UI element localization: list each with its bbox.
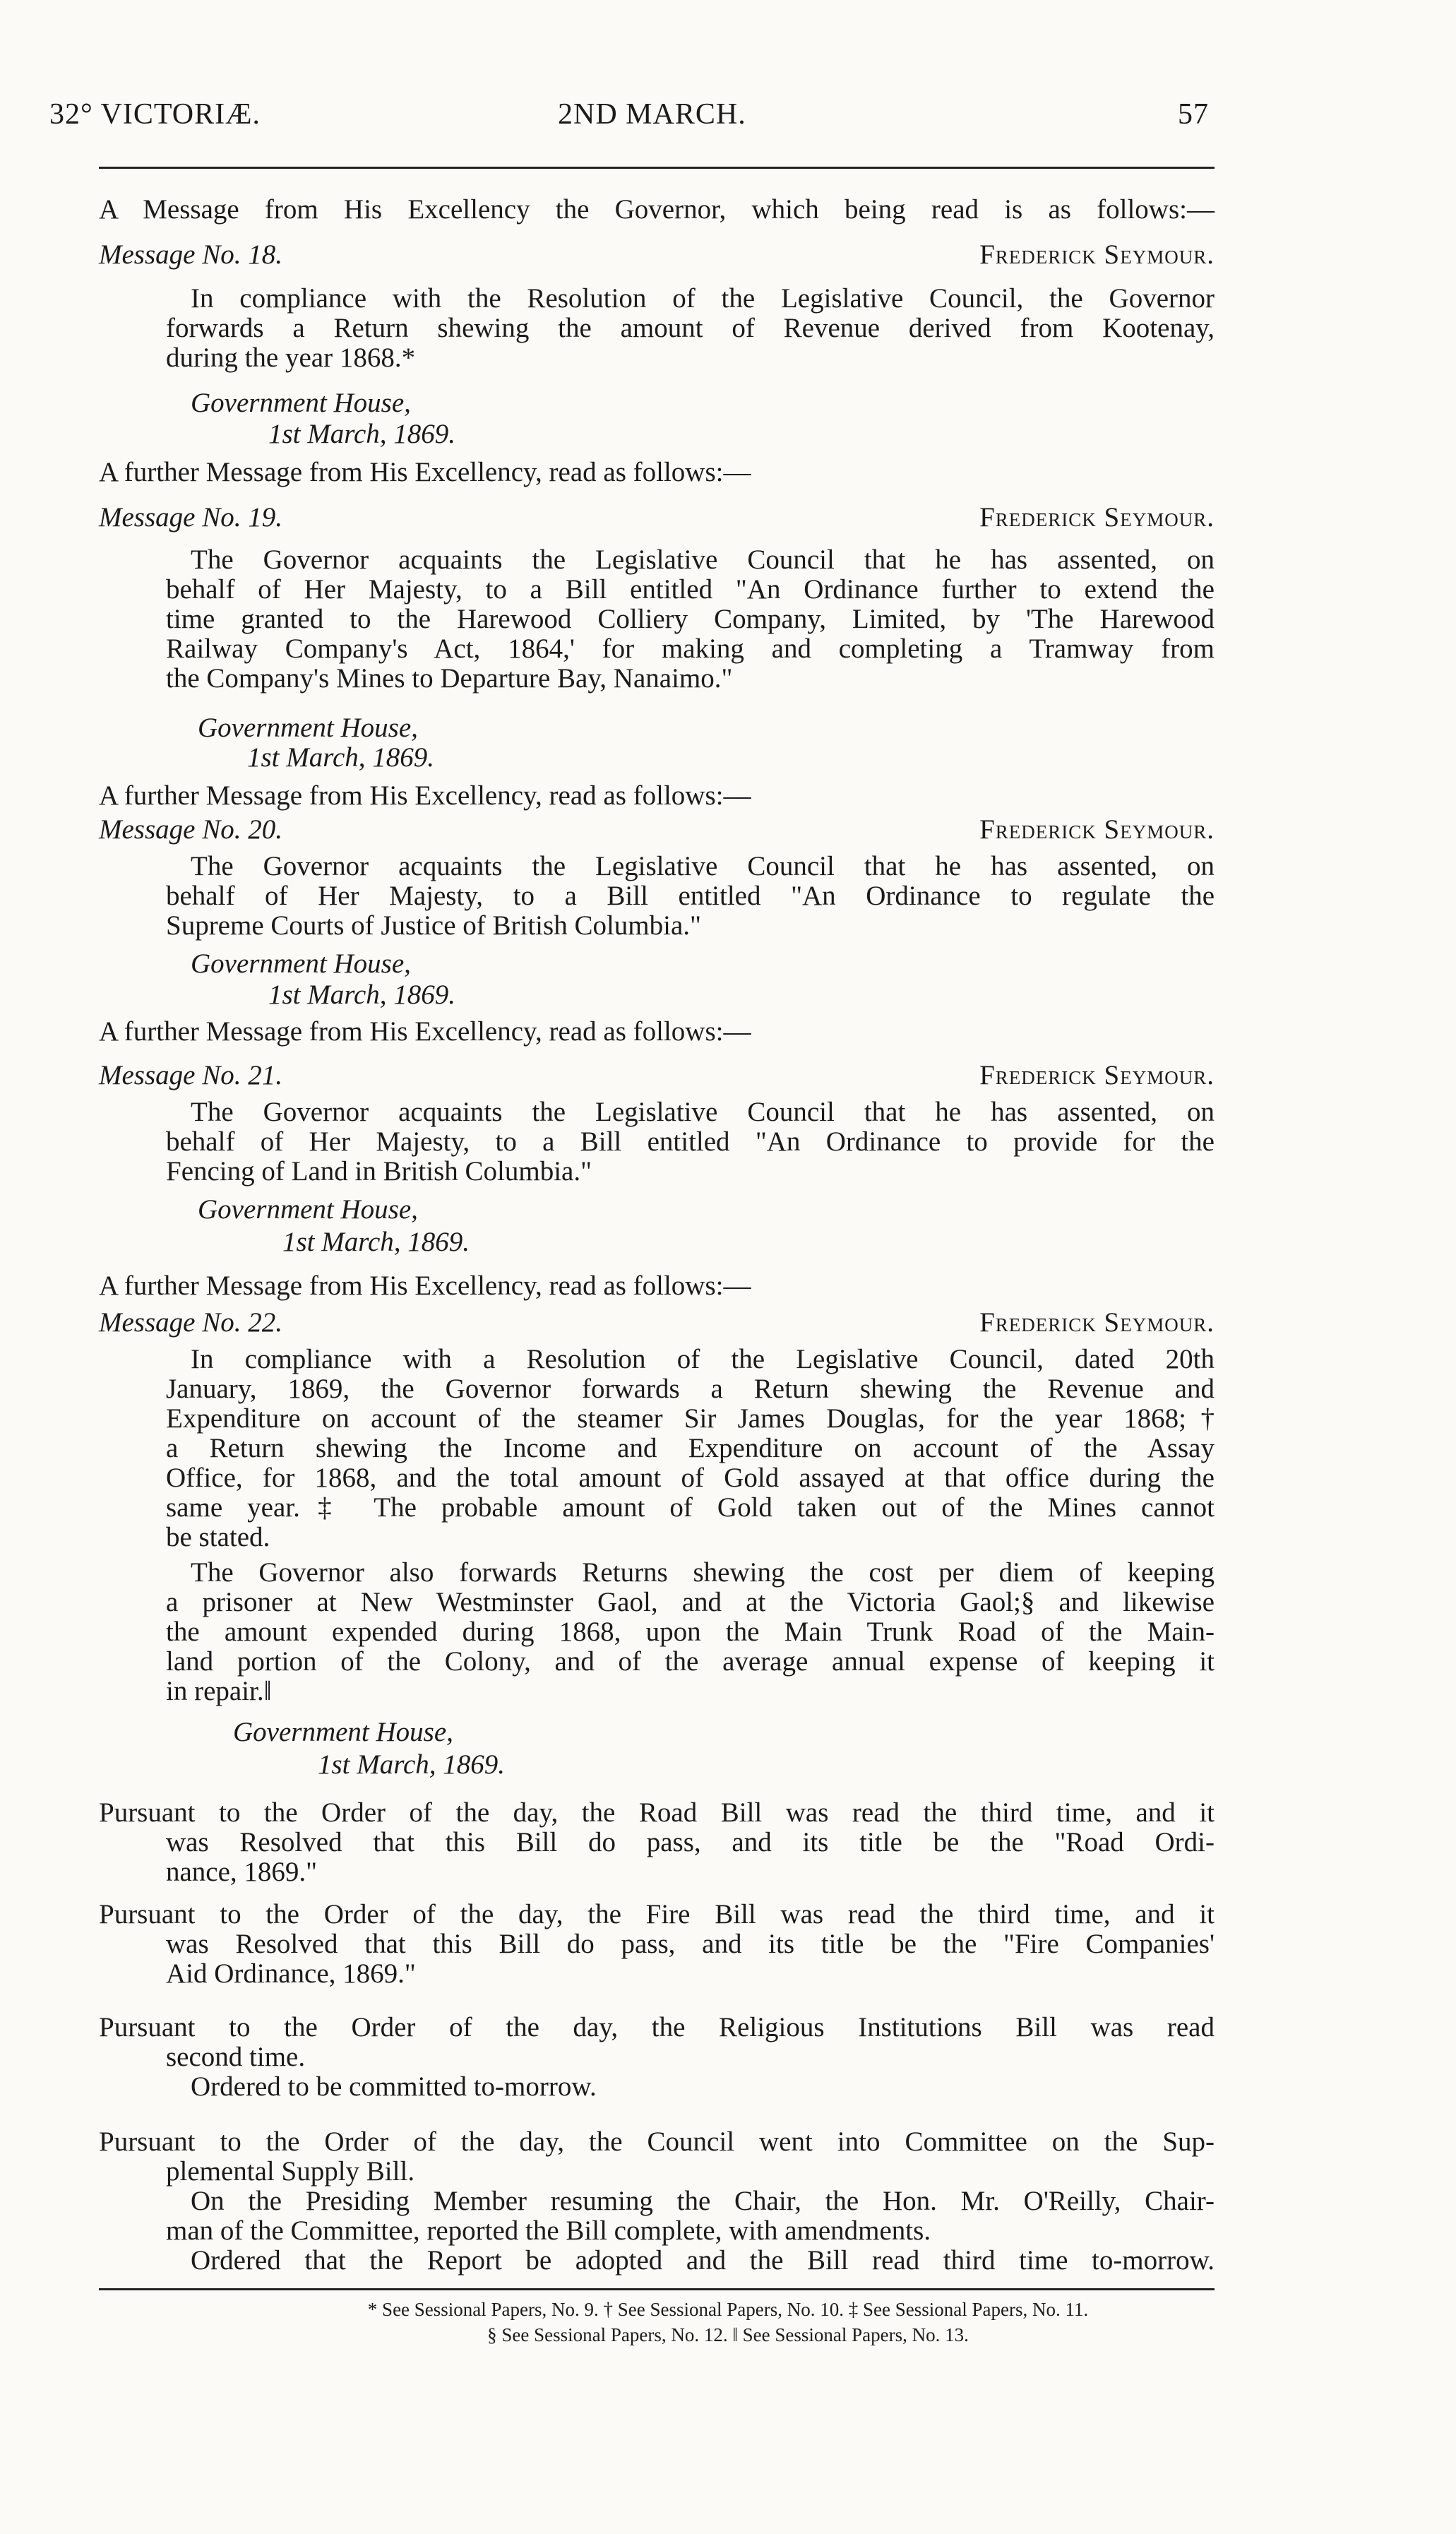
message-date: 1st March, 1869. — [247, 742, 435, 773]
proceeding-line: Ordered that the Report be adopted and the Bill read third time to-morrow. — [191, 2245, 1215, 2276]
proceeding-line: nance, 1869." — [166, 1857, 318, 1887]
proceeding-line: second time. — [166, 2042, 306, 2072]
running-header-left: 32° VICTORIÆ. — [49, 98, 261, 131]
message-body-line: land portion of the Colony, and of the average annual expense of keeping it — [166, 1646, 1215, 1677]
footnote-rule — [99, 2288, 1215, 2290]
message-signature: Frederick Seymour. — [979, 502, 1215, 533]
message-body-line: a prisoner at New Westminster Gaol, and at the Victoria Gaol;§ and likewise — [166, 1587, 1215, 1617]
proceeding-line: Pursuant to the Order of the day, the Fire Bill was read the third time, and it — [99, 1899, 1215, 1929]
message-date: 1st March, 1869. — [318, 1749, 506, 1780]
message-place: Government House, — [198, 1194, 418, 1225]
message-body-line: Office, for 1868, and the total amount of Gold assayed at that office during the — [166, 1463, 1215, 1493]
footnote-line: § See Sessional Papers, No. 12. ‖ See Sessional Papers, No. 13. — [487, 2324, 969, 2345]
journal-text — [99, 0, 1215, 2534]
message-intro: A further Message from His Excellency, read as follows:— — [99, 1016, 751, 1047]
message-signature: Frederick Seymour. — [979, 1307, 1215, 1338]
message-place: Government House, — [233, 1717, 453, 1747]
message-body-line: during the year 1868.* — [166, 343, 416, 373]
proceeding-line: was Resolved that this Bill do pass, and its title be the "Road Ordi- — [166, 1827, 1215, 1857]
message-intro: A further Message from His Excellency, read as follows:— — [99, 780, 751, 811]
proceeding-line: man of the Committee, reported the Bill complete, with amendments. — [166, 2215, 931, 2246]
message-body-line: time granted to the Harewood Colliery Company, Limited, by 'The Harewood — [166, 604, 1215, 634]
message-label: Message No. 18. — [99, 239, 282, 270]
message-body-line: The Governor also forwards Returns shewing the cost per diem of keeping — [191, 1557, 1215, 1588]
message-body-line: Supreme Courts of Justice of British Columbia." — [166, 910, 701, 941]
message-intro: A further Message from His Excellency, read as follows:— — [99, 457, 751, 487]
message-date: 1st March, 1869. — [268, 419, 456, 449]
message-body-line: same year.‡ The probable amount of Gold taken out of the Mines cannot — [166, 1492, 1215, 1523]
message-body-line: January, 1869, the Governor forwards a Return shewing the Revenue and — [166, 1374, 1215, 1404]
message-body-line: Railway Company's Act, 1864,' for making and completing a Tramway from — [166, 634, 1215, 664]
proceeding-line: On the Presiding Member resuming the Chair, the Hon. Mr. O'Reilly, Chair- — [191, 2186, 1215, 2216]
message-body-line: the Company's Mines to Departure Bay, Nanaimo." — [166, 663, 733, 694]
message-body-line: forwards a Return shewing the amount of Revenue derived from Kootenay, — [166, 313, 1215, 343]
message-label: Message No. 21. — [99, 1060, 282, 1090]
footnote-line: * See Sessional Papers, No. 9. † See Sessional Papers, No. 10. ‡ See Sessional Papers, No. 11. — [367, 2299, 1089, 2320]
message-body-line: The Governor acquaints the Legislative Council that he has assented, on — [191, 851, 1215, 881]
message-body-line: a Return shewing the Income and Expenditure on account of the Assay — [166, 1433, 1215, 1463]
message-date: 1st March, 1869. — [282, 1227, 470, 1257]
proceeding-order: Ordered to be committed to-morrow. — [191, 2071, 597, 2102]
message-intro: A Message from His Excellency the Governor, which being read is as follows:— — [99, 194, 1215, 225]
message-signature: Frederick Seymour. — [979, 239, 1215, 270]
message-body-line: The Governor acquaints the Legislative Council that he has assented, on — [191, 545, 1215, 575]
message-body-line: behalf of Her Majesty, to a Bill entitled "An Ordinance to provide for the — [166, 1126, 1215, 1157]
message-body-line: in repair.‖ — [166, 1676, 272, 1706]
message-body-line: behalf of Her Majesty, to a Bill entitled "An Ordinance to regulate the — [166, 881, 1215, 911]
proceeding-line: plemental Supply Bill. — [166, 2156, 415, 2187]
message-body-line: In compliance with a Resolution of the Legislative Council, dated 20th — [191, 1344, 1215, 1374]
message-place: Government House, — [191, 948, 411, 979]
proceeding-line: was Resolved that this Bill do pass, and its title be the "Fire Companies' — [166, 1929, 1215, 1959]
message-body-line: Expenditure on account of the steamer Sir James Douglas, for the year 1868;† — [166, 1403, 1215, 1434]
message-label: Message No. 20. — [99, 814, 282, 845]
message-label: Message No. 19. — [99, 502, 282, 533]
proceeding-line: Pursuant to the Order of the day, the Road Bill was read the third time, and it — [99, 1797, 1215, 1828]
message-signature: Frederick Seymour. — [979, 1060, 1215, 1090]
running-header-center: 2ND MARCH. — [558, 98, 746, 131]
message-body-line: behalf of Her Majesty, to a Bill entitled "An Ordinance further to extend the — [166, 574, 1215, 605]
page-number: 57 — [1178, 98, 1209, 131]
proceeding-line: Pursuant to the Order of the day, the Council went into Committee on the Sup- — [99, 2126, 1215, 2157]
message-label: Message No. 22. — [99, 1307, 282, 1338]
message-body-line: Fencing of Land in British Columbia." — [166, 1156, 592, 1186]
message-body-line: In compliance with the Resolution of the Legislative Council, the Governor — [191, 283, 1215, 314]
message-body-line: the amount expended during 1868, upon the Main Trunk Road of the Main- — [166, 1617, 1215, 1647]
message-signature: Frederick Seymour. — [979, 814, 1215, 845]
message-intro: A further Message from His Excellency, read as follows:— — [99, 1271, 751, 1301]
proceeding-line: Pursuant to the Order of the day, the Religious Institutions Bill was read — [99, 2012, 1215, 2042]
message-place: Government House, — [191, 388, 411, 418]
message-body-line: be stated. — [166, 1522, 270, 1552]
message-body-line: The Governor acquaints the Legislative Council that he has assented, on — [191, 1097, 1215, 1127]
message-date: 1st March, 1869. — [268, 980, 456, 1010]
proceeding-line: Aid Ordinance, 1869." — [166, 1958, 416, 1989]
message-place: Government House, — [198, 713, 418, 743]
